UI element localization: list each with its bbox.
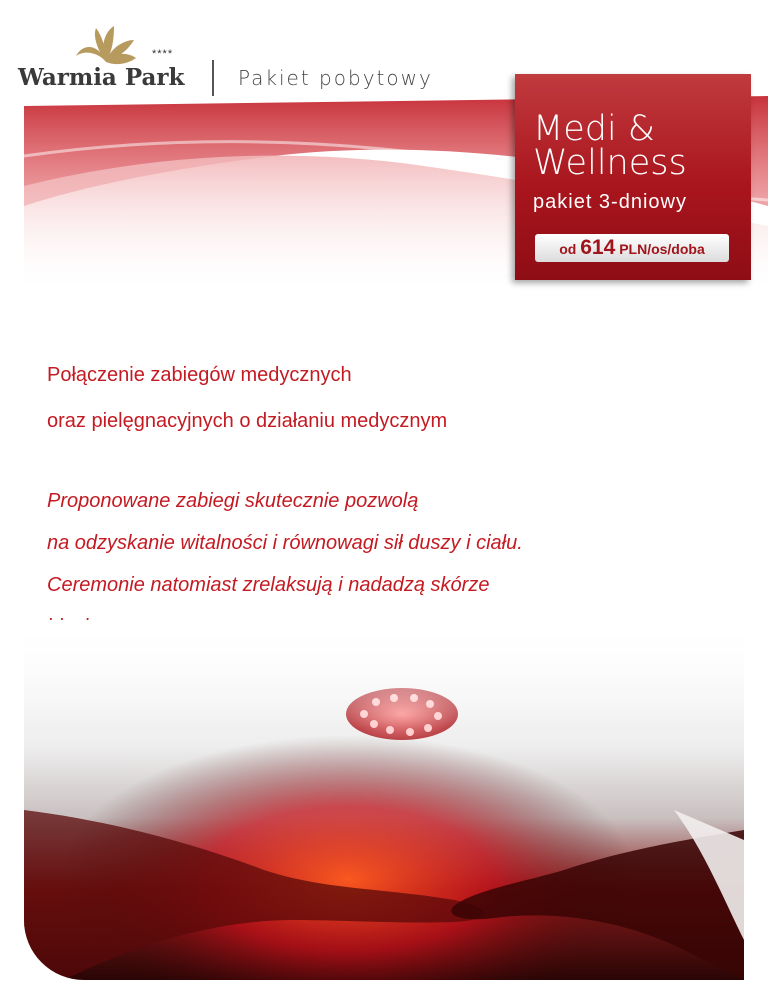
package-name-line1: Medi &	[533, 109, 656, 149]
price-unit: PLN/os/doba	[619, 241, 705, 257]
warmia-park-logo	[18, 22, 198, 100]
package-duration: pakiet 3-dniowy	[533, 191, 687, 213]
package-name-line2: Wellness	[533, 143, 687, 183]
description-line-1: Proponowane zabiegi skutecznie pozwolą	[47, 490, 419, 512]
treatment-photo	[24, 620, 744, 980]
flower-logo-icon	[70, 22, 142, 68]
header-subtitle: Pakiet pobytowy	[238, 66, 433, 90]
price-value: 614	[580, 236, 616, 259]
package-name	[533, 109, 748, 183]
header-divider	[212, 60, 214, 96]
price-badge	[535, 234, 729, 262]
hotel-stars: ****	[152, 48, 174, 60]
lead-line-1: Połączenie zabiegów medycznych	[47, 364, 352, 386]
package-card	[515, 74, 751, 280]
description-line-2: na odzyskanie witalności i równowagi sił duszy i ciału.	[47, 532, 523, 554]
lead-text	[47, 352, 447, 444]
lead-line-2: oraz pielęgnacyjnych o działaniu medycznym	[47, 410, 448, 432]
description-line-3: Ceremonie natomiast zrelaksują i nadadzą skórze	[47, 574, 490, 596]
price-prefix: od	[559, 241, 577, 257]
brand-name: Warmia Park	[18, 64, 185, 91]
